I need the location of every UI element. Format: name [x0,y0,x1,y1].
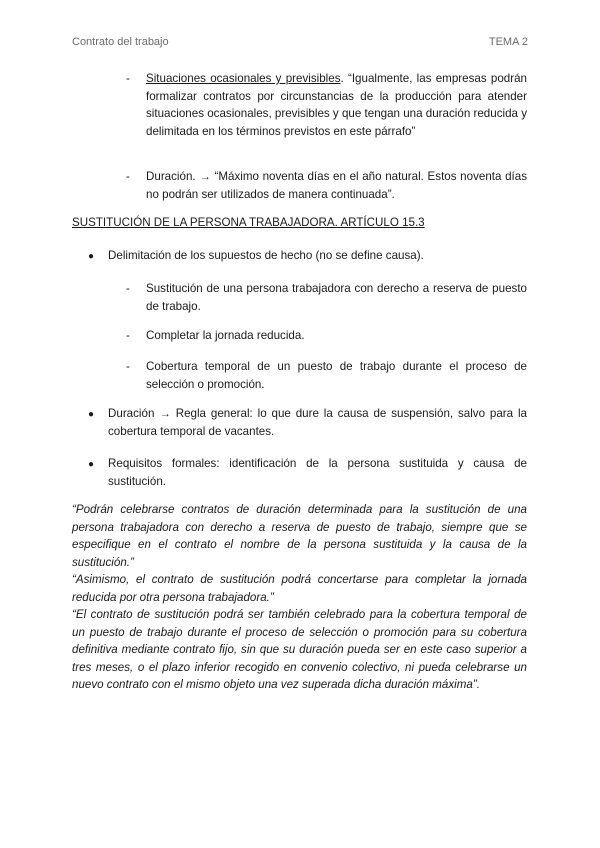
sub-item-jornada: Completar la jornada reducida. [146,329,305,342]
page-header [72,36,528,52]
dash-marker: - [126,329,130,342]
bullet-marker: ● [88,251,95,262]
dash-marker: - [126,72,130,85]
sub-item-cobertura: Cobertura temporal de un puesto de trabajo durante el proceso de selección o promoción. [146,360,527,391]
dash-marker: - [126,170,130,183]
dash-marker: - [126,282,130,295]
intro-item-situaciones [146,70,527,140]
bullet-item-requisitos: Requisitos formales: identificación de la persona sustituida y causa de sustitución. [108,457,527,488]
quote-paragraph: “Asimismo, el contrato de sustitución podrá concertarse para completar la jornada reducida por otra persona trabajadora.” [72,573,527,604]
quote-paragraph: “Podrán celebrarse contratos de duración determinada para la sustitución de una persona trabajadora con derecho a reserva de puesto de trabajo, siempre que se especifique en el contrato el nombre de la persona sustituida y la causa de la sustitución.” [72,503,527,569]
bullet-marker: ● [88,459,95,470]
bullet-item-duracion: Duración → Regla general: lo que dure la causa de suspensión, salvo para la cobertura temporal de vacantes. [108,407,527,438]
quote-paragraph: “El contrato de sustitución podrá ser también celebrado para la cobertura temporal de un puesto de trabajo durante el proceso de selección o promoción para su cobertura definitiva mediante contrato fijo, sin que su duración pueda ser en este caso superior a tres meses, o el plazo inferior recogido en convenio colectivo, ni pueda celebrarse un nuevo contrato con el mismo objeto una vez superada dicha duración máxima”. [72,608,527,692]
intro-item-duracion: Duración. → “Máximo noventa días en el año natural. Estos noventa días no podrán ser utilizados de manera continuada”. [146,170,527,201]
intro-item-text: . “Igualmente, las empresas podrán formalizar contratos por circunstancias de la producción para atender situaciones ocasionales, previsibles y que tengan una duración reducida y delimitada en los términos previstos en este párrafo” [146,72,527,138]
dash-marker: - [126,360,130,373]
bullet-marker: ● [88,409,95,420]
intro-item-term: Situaciones ocasionales y previsibles [146,72,341,85]
sub-item-sustitucion: Sustitución de una persona trabajadora con derecho a reserva de puesto de trabajo. [146,282,527,313]
header-topic: TEMA 2 [488,36,528,48]
section-heading: SUSTITUCIÓN DE LA PERSONA TRABAJADORA. ARTÍCULO 15.3 [72,216,425,229]
bullet-item-delimitacion: Delimitación de los supuestos de hecho (no se define causa). [108,249,424,262]
header-title: Contrato del trabajo [72,36,169,48]
